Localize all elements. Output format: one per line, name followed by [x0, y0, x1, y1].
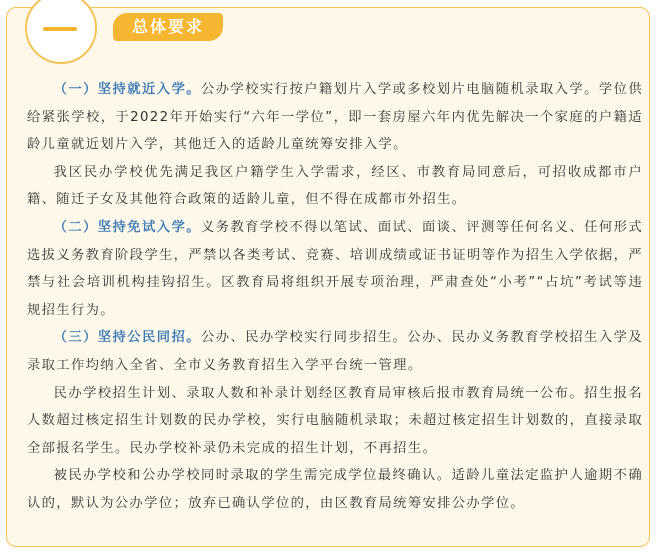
paragraph-exam-free [27, 214, 643, 324]
paragraph-text: 被民办学校和公办学校同时录取的学生需完成学位最终确认。适龄儿童法定监护人逾期不确认的，默认为公办学位；放弃已确认学位的，由区教育局统筹安排公办学位。 [27, 468, 643, 511]
paragraph-enrollment-plan [27, 380, 643, 463]
paragraph-text: 我区民办学校优先满足我区户籍学生入学需求，经区、市教育局同意后，可招收成都市户籍、随迁子女及其他符合政策的适龄儿童，但不得在成都市外招生。 [27, 164, 643, 208]
paragraph-text: 公办学校实行按户籍划片入学或多校划片电脑随机录取入学。学位供给紧张学校，于2022年开始实行“六年一学位”，即一套房屋六年内优先解决一个家庭的户籍适龄儿童就近划片入学，其他迁入的适龄儿童统筹安排入学。 [27, 82, 643, 153]
heading-exam-free: （二）坚持免试入学。 [53, 219, 201, 235]
paragraph-simultaneous-enrollment [27, 324, 643, 379]
policy-content [27, 76, 643, 518]
paragraph-nearby-enrollment [27, 76, 643, 159]
policy-card [6, 7, 650, 547]
paragraph-text: 公办、民办学校实行同步招生。公办、民办义务教育学校招生入学及录取工作均纳入全省、全市义务教育招生入学平台统一管理。 [27, 330, 643, 373]
heading-nearby-enrollment: （一）坚持就近入学。 [53, 82, 201, 97]
heading-simultaneous-enrollment: （三）坚持公民同招。 [53, 330, 201, 346]
section-title: 总体要求 [131, 17, 204, 36]
decorative-circle [25, 0, 97, 64]
paragraph-text: 民办学校招生计划、录取人数和补录计划经区教育局审核后报市教育局统一公布。招生报名人数超过核定招生计划数的民办学校，实行电脑随机录取；未超过核定招生计划数的，直接录取全部报名学生。民办学校补录仍未完成的招生计划，不再招生。 [27, 385, 643, 456]
paragraph-text: 义务教育学校不得以笔试、面试、面谈、评测等任何名义、任何形式选拔义务教育阶段学生，严禁以各类考试、竞赛、培训成绩或证书证明等作为招生入学依据，严禁与社会培训机构挂钩招生。区教育局将组织开展专项治理，严肃查处“小考”“占坑”考试等违规招生行为。 [27, 219, 643, 318]
paragraph-seat-confirmation [27, 462, 643, 517]
dash-icon [43, 27, 77, 31]
paragraph-private-priority [27, 159, 643, 214]
section-title-tag [113, 13, 223, 41]
